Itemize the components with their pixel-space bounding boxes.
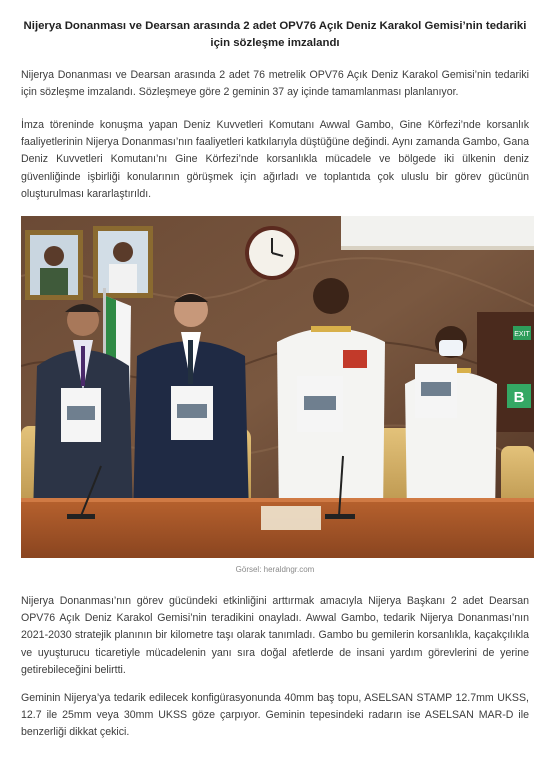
article-title: Nijerya Donanması ve Dearsan arasında 2 adet OPV76 Açık Deniz Karakol Gemisi’nin tedariki için sözleşme imzalandı [23, 20, 527, 49]
photo-caption: Görsel: heraldngr.com [235, 565, 315, 574]
article-paragraph-1: Nijerya Donanması ve Dearsan arasında 2 adet 76 metrelik OPV76 Açık Deniz Karakol Gemisi’nin tedariki için sözleşme imzalandı. Sözleşmeye göre 2 geminin 37 ay içinde tamamlanması planlanıyor. [21, 69, 529, 99]
article-paragraph-2: İmza töreninde konuşma yapan Deniz Kuvvetleri Komutanı Awwal Gambo, Gine Körfezi’nde korsanlık faaliyetlerinin Nijerya Donanması’nın faaliyetleri katkılarıyla düştüğüne değindi. Aynı zamanda Gambo, Gana Deniz Kuvvetleri Komutanı’nı Gine Körfezi’nde korsanlıkla mücadele ve bölgede iki ülkenin deniz güvenliğinde işbirliği konularının görüşmek için ağırladı ve toplantıda çok uluslu bir görev gücünün oluşturulması kararlaştırıldı. [21, 119, 529, 200]
signing-ceremony-photo [21, 216, 534, 558]
panel-letter: B [513, 389, 525, 406]
article-paragraph-4: Geminin Nijerya’ya tedarik edilecek konfigürasyonunda 40mm baş topu, ASELSAN STAMP 12.7mm UKSS, 12.7 ile 25mm veya 30mm UKSS göze çarpıyor. Geminin tepesindeki radarın ise ASELSAN MAR-D ile benzerliği dikkat çekici. [21, 692, 529, 739]
exit-sign: EXIT [514, 331, 530, 338]
article-paragraph-3: Nijerya Donanması’nın görev gücündeki etkinliğini arttırmak amacıyla Nijerya Başkanı 2 adet Dearsan OPV76 Açık Deniz Karakol Gemisi’nin teradikini onayladı. Awwal Gambo, tedarik Nijerya Donanması’nın 2021-2030 stratejik planının bir kilometre taşı olarak tanımladı. Gambo bu gemilerin korsanlıkla, kaçakçılıkla ve uyuşturucu ticaretiyle mücadelenin yanı sıra doğal afetlerde de insani yardım görevlerini de yerine getirebileceğini belirtti. [21, 595, 529, 676]
